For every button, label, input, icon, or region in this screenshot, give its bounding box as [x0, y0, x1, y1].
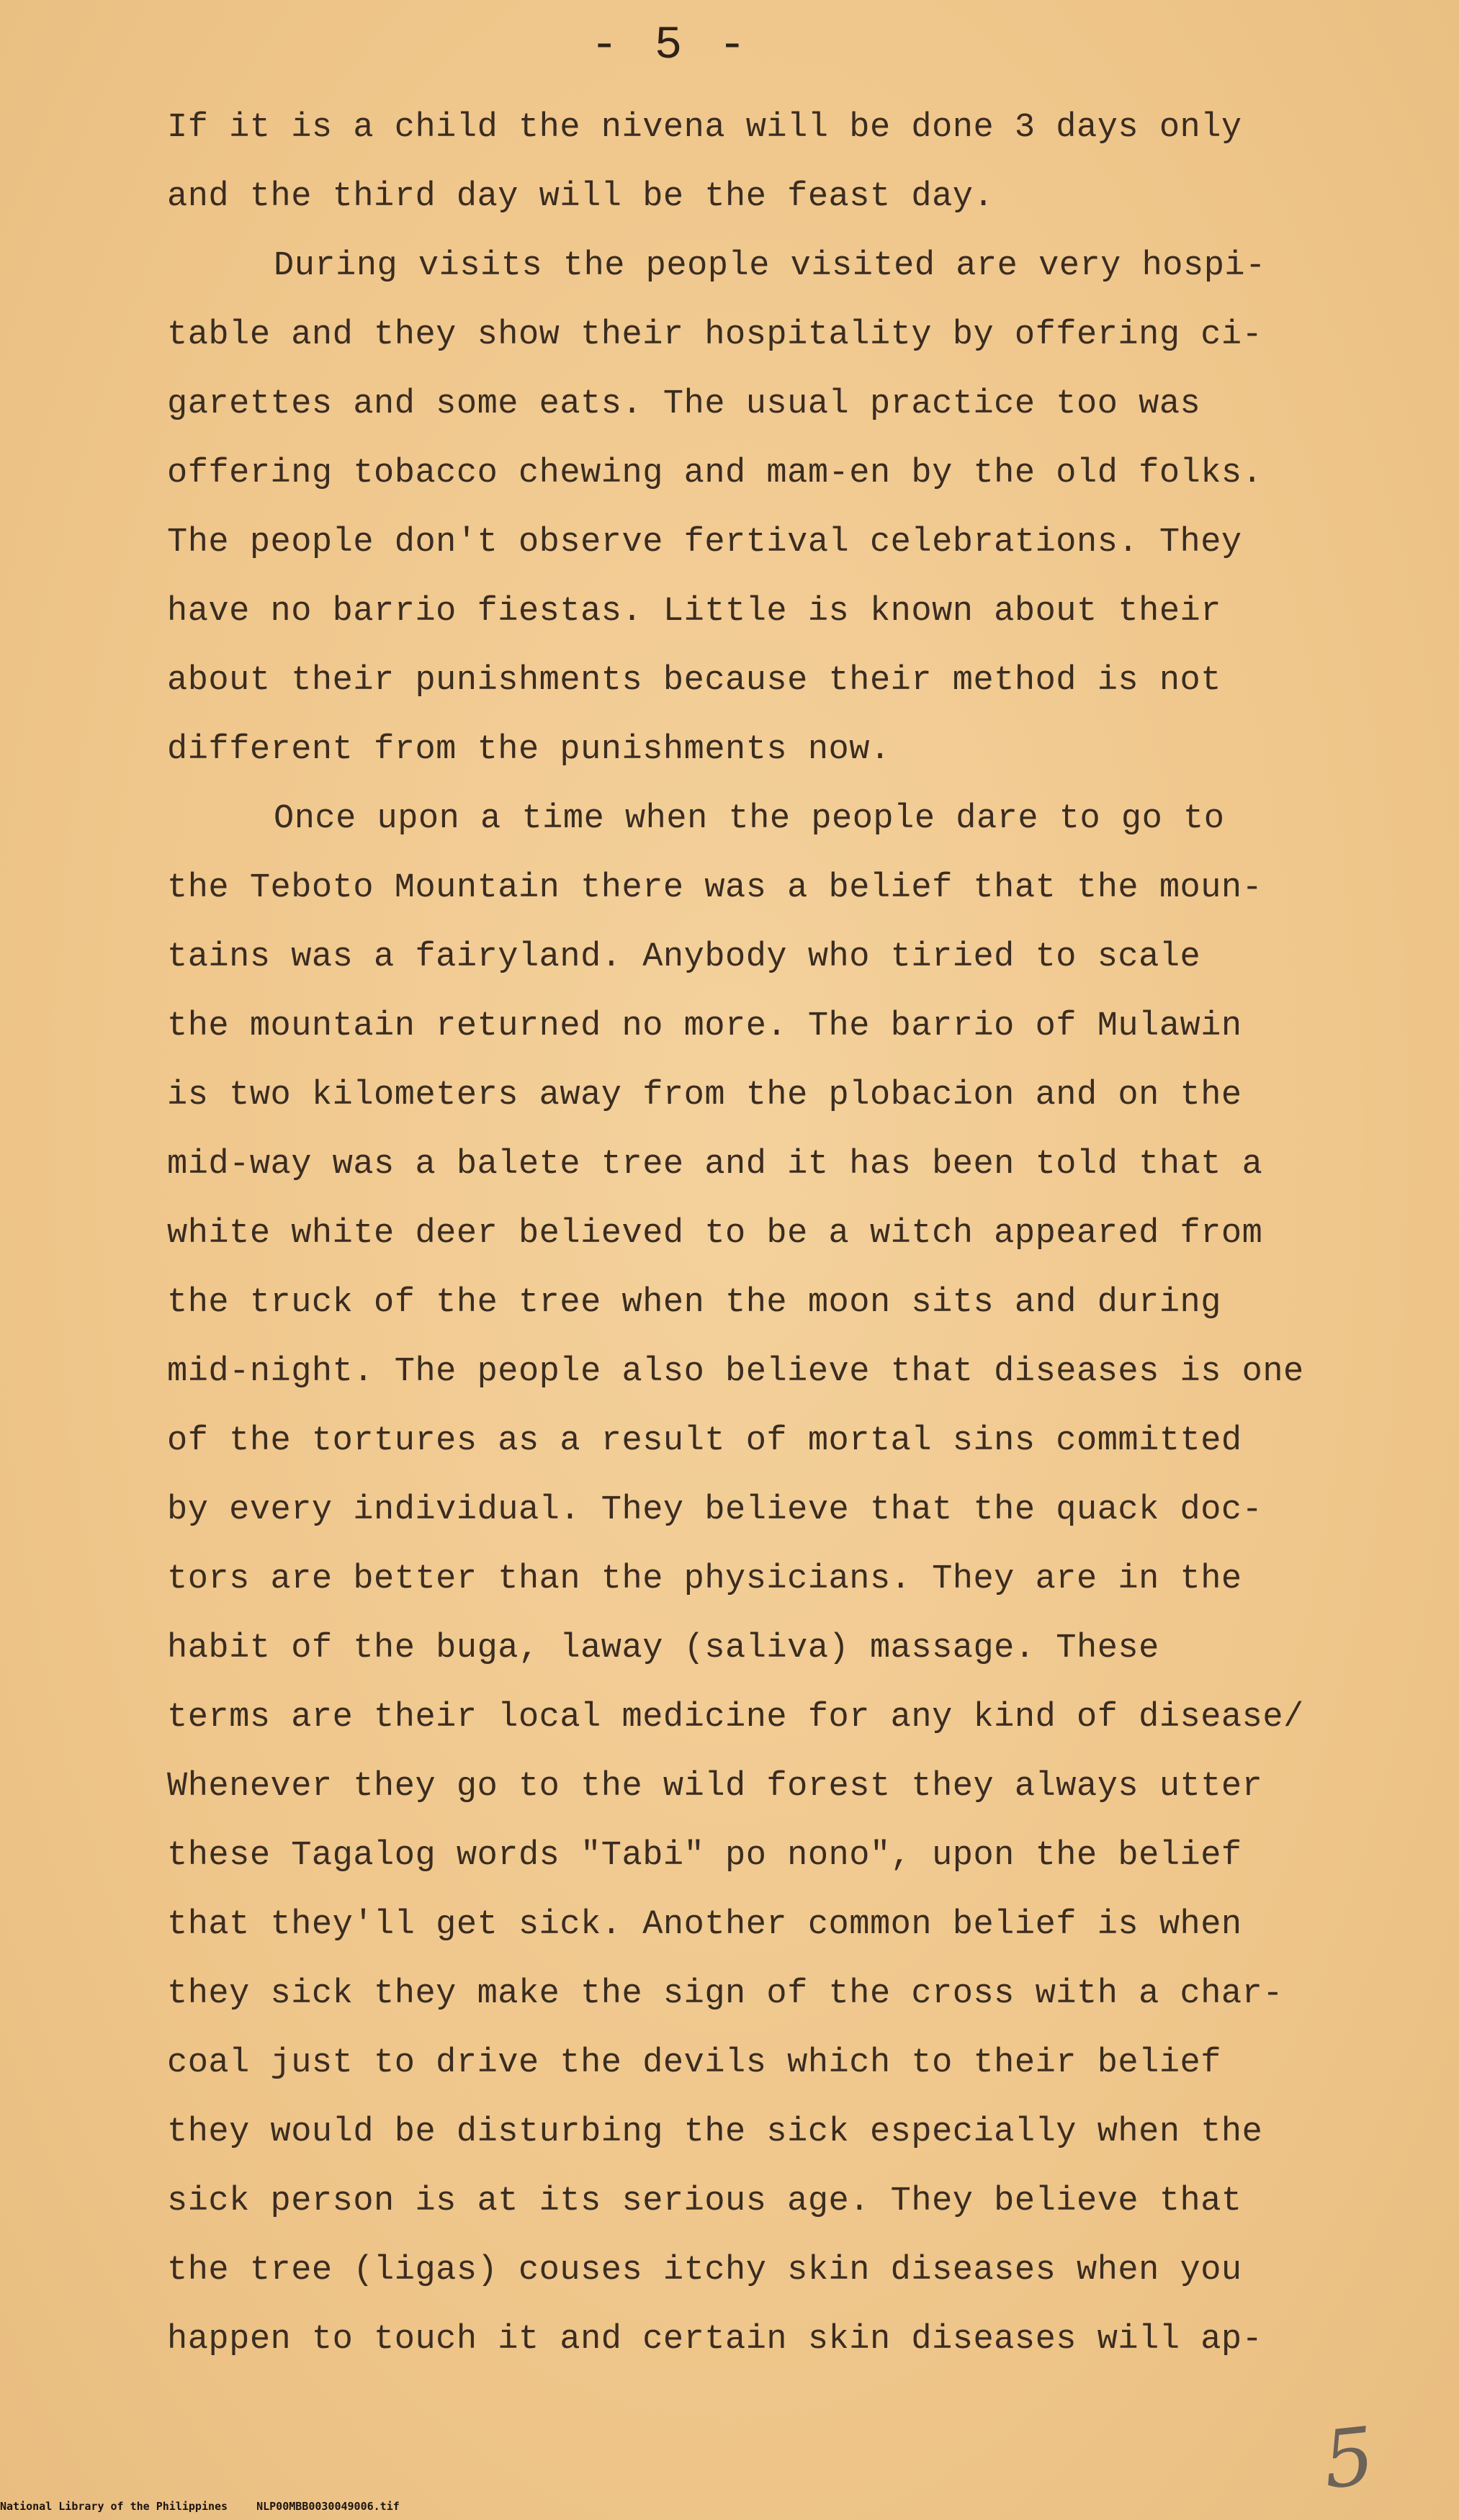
text-line: is two kilometers away from the plobacion and on the: [167, 1076, 1242, 1115]
text-line: mid-way was a balete tree and it has been told that a: [167, 1146, 1263, 1184]
footer-filename: NLP00MBB0030049006.tif: [256, 2500, 400, 2513]
text-line: coal just to drive the devils which to their belief: [167, 2044, 1221, 2082]
text-line-paragraph-start: Once upon a time when the people dare to go to: [274, 800, 1225, 838]
text-line: happen to touch it and certain skin diseases will ap-: [167, 2321, 1263, 2359]
document-body: [167, 94, 1319, 2375]
handwritten-page-number: 5: [1319, 2409, 1379, 2507]
text-line-paragraph-start: During visits the people visited are very hospi-: [274, 247, 1266, 285]
text-line: the truck of the tree when the moon sits and during: [167, 1284, 1221, 1322]
text-line: they would be disturbing the sick especially when the: [167, 2113, 1263, 2151]
text-line: habit of the buga, laway (saliva) massage. These: [167, 1629, 1159, 1668]
footer-library-name: National Library of the Philippines: [0, 2500, 228, 2513]
text-line: by every individual. They believe that the quack doc-: [167, 1491, 1263, 1529]
text-line: have no barrio fiestas. Little is known about their: [167, 593, 1221, 631]
text-line: and the third day will be the feast day.: [167, 178, 995, 216]
text-line: about their punishments because their method is not: [167, 662, 1221, 700]
text-line: the tree (ligas) couses itchy skin diseases when you: [167, 2251, 1242, 2290]
page-number: - 5 -: [591, 20, 751, 72]
text-line: The people don't observe fertival celebrations. They: [167, 523, 1242, 562]
text-line: these Tagalog words "Tabi" po nono", upon the belief: [167, 1837, 1242, 1875]
archive-footer: [0, 2500, 400, 2513]
text-line: offering tobacco chewing and mam-en by the old folks.: [167, 454, 1263, 492]
text-line: mid-night. The people also believe that diseases is one: [167, 1353, 1304, 1391]
text-line: that they'll get sick. Another common belief is when: [167, 1906, 1242, 1944]
text-line: the Teboto Mountain there was a belief that the moun-: [167, 869, 1263, 907]
text-line: If it is a child the nivena will be done 3 days only: [167, 109, 1242, 147]
text-line: table and they show their hospitality by offering ci-: [167, 316, 1263, 354]
text-line: they sick they make the sign of the cross with a char-: [167, 1975, 1284, 2013]
text-line: of the tortures as a result of mortal sins committed: [167, 1422, 1242, 1460]
text-line: white white deer believed to be a witch appeared from: [167, 1215, 1263, 1253]
text-line: terms are their local medicine for any kind of disease/: [167, 1698, 1304, 1737]
text-line: different from the punishments now.: [167, 731, 891, 769]
text-line: the mountain returned no more. The barrio of Mulawin: [167, 1007, 1242, 1045]
text-line: sick person is at its serious age. They believe that: [167, 2182, 1242, 2220]
text-line: garettes and some eats. The usual practice too was: [167, 385, 1201, 423]
text-line: tains was a fairyland. Anybody who tiried to scale: [167, 938, 1201, 976]
text-line: Whenever they go to the wild forest they always utter: [167, 1768, 1263, 1806]
text-line: tors are better than the physicians. They are in the: [167, 1560, 1242, 1598]
